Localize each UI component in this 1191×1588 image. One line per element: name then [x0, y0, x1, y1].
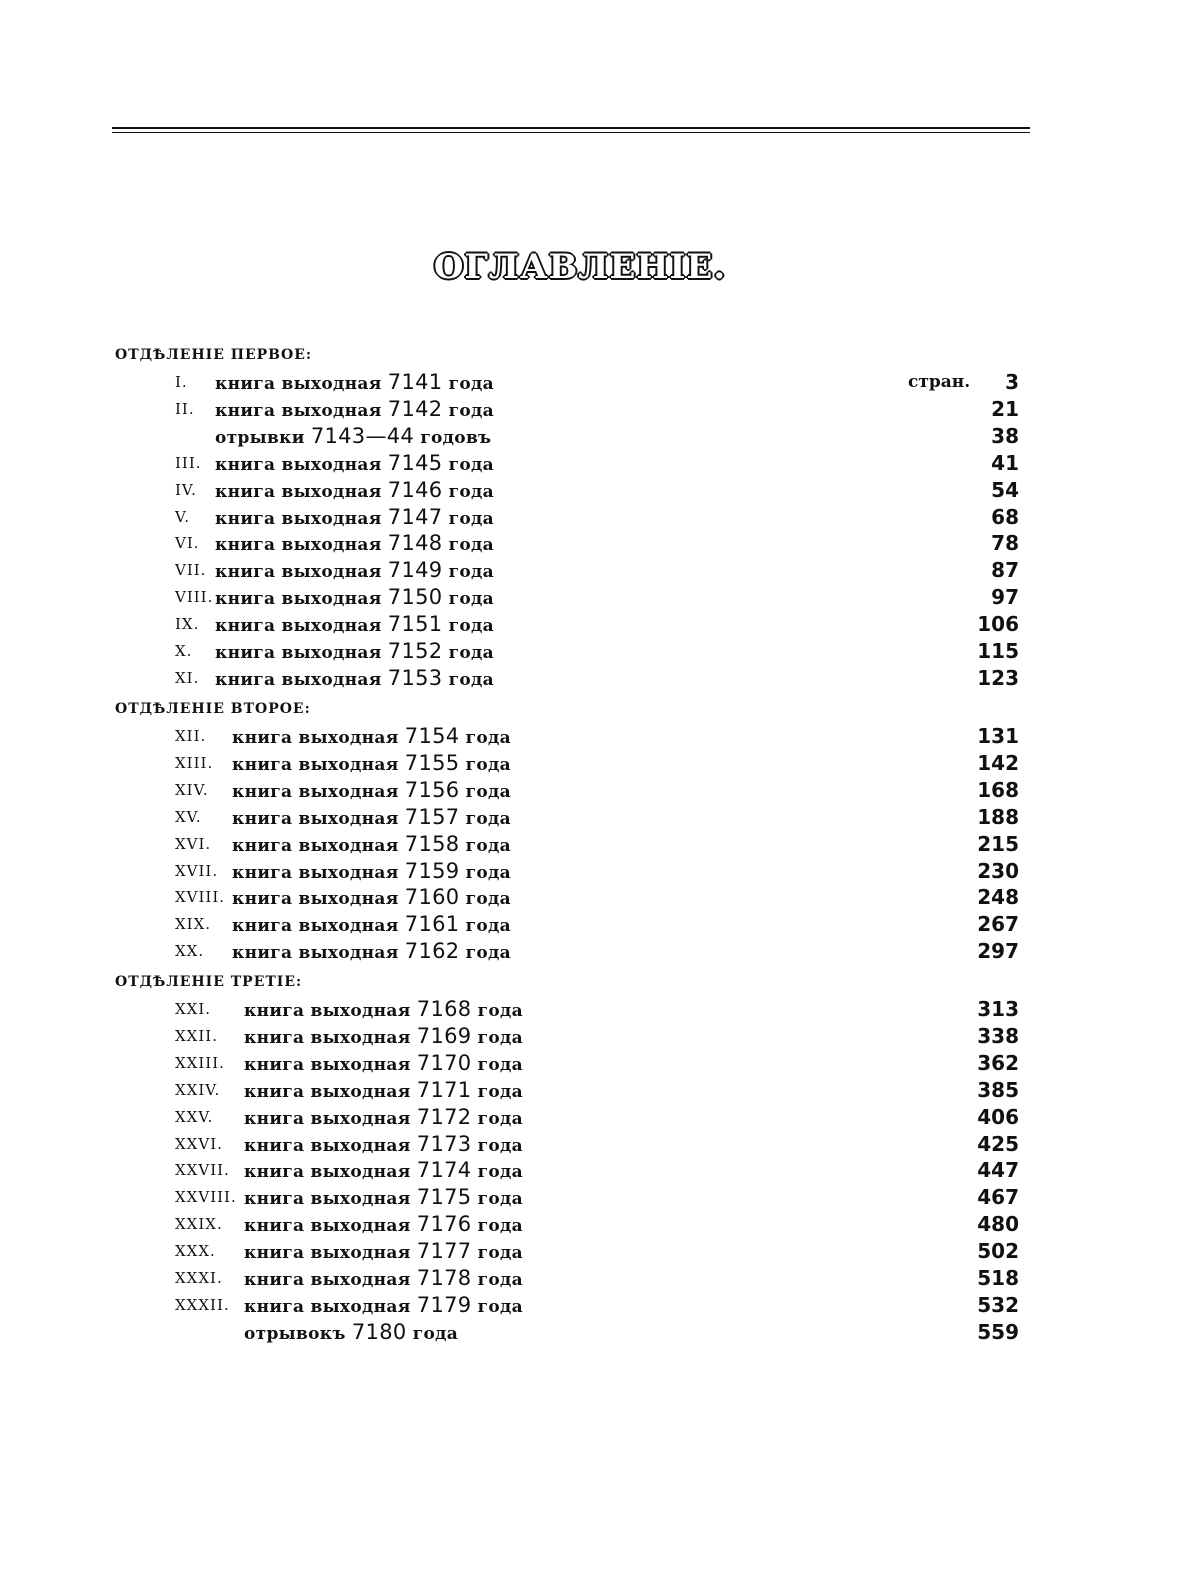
toc-entry[interactable]: [0, 530, 1191, 556]
entry-year: 7173: [416, 1131, 472, 1156]
entry-number: XII.: [175, 727, 207, 745]
toc-entry[interactable]: [0, 1184, 1191, 1210]
entry-suffix: года: [465, 835, 511, 856]
entry-year: 7161: [404, 912, 460, 937]
entry-year: 7179: [416, 1292, 472, 1317]
entry-text: книга выходная: [215, 481, 382, 502]
entry-page-number: 115: [977, 639, 1019, 663]
toc-entry[interactable]: [0, 584, 1191, 610]
entry-text: книга выходная: [215, 508, 382, 529]
page-column-label: стран.: [908, 372, 971, 392]
entry-year: 7180: [351, 1319, 407, 1344]
entry-number: XXIII.: [175, 1053, 225, 1072]
entry-text: книга выходная: [244, 1108, 411, 1129]
entry-suffix: года: [477, 1054, 523, 1075]
entry-year: 7175: [416, 1185, 472, 1210]
entry-title: [232, 938, 511, 966]
entry-page-number: 54: [991, 477, 1019, 502]
entry-page-number: 532: [977, 1292, 1019, 1317]
entry-page-number: 87: [991, 558, 1019, 583]
entry-number: XXXI.: [175, 1269, 223, 1287]
entry-page-number: 467: [977, 1185, 1019, 1210]
entry-title: [215, 396, 494, 424]
entry-suffix: года: [477, 1135, 523, 1156]
entry-number: XXIX.: [175, 1215, 223, 1234]
entry-text: книга выходная: [244, 1135, 411, 1156]
entry-page-number: 502: [977, 1239, 1019, 1264]
entry-suffix: года: [465, 808, 511, 829]
entry-number: XXVII.: [175, 1161, 230, 1180]
entry-title: [232, 858, 511, 886]
entry-number: XV.: [175, 807, 202, 826]
entry-text: книга выходная: [232, 889, 399, 910]
entry-suffix: года: [448, 374, 494, 394]
entry-page-number: 425: [977, 1131, 1019, 1156]
entry-number: XIII.: [175, 753, 214, 772]
entry-page-number: 168: [977, 777, 1019, 802]
entry-text: книга выходная: [232, 808, 399, 829]
entry-text: книга выходная: [244, 1081, 411, 1102]
toc-entry[interactable]: [0, 369, 1191, 395]
entry-page-number: 78: [991, 531, 1019, 556]
entry-year: 7141: [387, 370, 443, 394]
toc-entry[interactable]: [0, 557, 1191, 583]
entry-suffix: года: [477, 1243, 523, 1264]
entry-page-number: 123: [977, 665, 1019, 690]
toc-entry[interactable]: [0, 1131, 1191, 1157]
entry-number: XVI.: [175, 834, 212, 853]
entry-number: XI.: [175, 668, 200, 687]
entry-suffix: года: [465, 889, 511, 910]
entry-number: XXIV.: [175, 1080, 221, 1099]
entry-page-number: 385: [977, 1077, 1019, 1102]
entry-number: VI.: [175, 534, 200, 553]
entry-year: 7172: [416, 1104, 472, 1129]
entry-suffix: года: [448, 400, 494, 421]
entry-text: книга выходная: [215, 374, 382, 394]
toc-entry[interactable]: [0, 1157, 1191, 1183]
entry-year: 7178: [416, 1266, 472, 1290]
entry-text: книга выходная: [215, 616, 382, 637]
entry-suffix: года: [448, 643, 494, 663]
entry-suffix: года: [465, 754, 511, 775]
entry-suffix: года: [477, 1296, 523, 1317]
toc-entry[interactable]: [0, 911, 1191, 937]
entry-text: книга выходная: [244, 1054, 411, 1075]
entry-text: книга выходная: [232, 728, 399, 748]
entry-year: 7147: [387, 504, 443, 529]
entry-title: [244, 1265, 523, 1293]
entry-year: 7151: [387, 612, 443, 637]
entry-text: книга выходная: [215, 669, 382, 690]
entry-page-number: 21: [991, 396, 1019, 421]
entry-year: 7169: [416, 1023, 472, 1048]
entry-year: 7158: [404, 831, 460, 856]
entry-page-number: 518: [977, 1266, 1019, 1290]
page-title: ОГЛАВЛЕНІЕ.: [433, 247, 727, 287]
entry-title: [215, 611, 494, 639]
toc-entry[interactable]: [0, 1319, 1191, 1345]
entry-number: IX.: [175, 615, 200, 634]
entry-suffix: года: [448, 562, 494, 583]
entry-year: 7162: [404, 939, 460, 964]
section-heading: ОТДѢЛЕНІЕ ПЕРВОЕ:: [115, 347, 313, 363]
entry-suffix: года: [448, 669, 494, 690]
entry-text: книга выходная: [244, 1243, 411, 1264]
entry-number: XX.: [175, 942, 205, 961]
entry-page-number: 41: [991, 450, 1019, 475]
entry-year: 7145: [387, 450, 443, 475]
entry-number: XIV.: [175, 780, 209, 799]
entry-title: [215, 638, 494, 666]
entry-text: книга выходная: [232, 862, 399, 883]
toc-entry[interactable]: [0, 938, 1191, 964]
entry-page-number: 248: [977, 885, 1019, 910]
entry-number: X.: [175, 642, 193, 660]
entry-title: [215, 665, 494, 693]
entry-number: VIII.: [175, 588, 214, 607]
entry-title: [244, 996, 523, 1024]
entry-title: [232, 723, 511, 751]
entry-suffix: года: [477, 1270, 523, 1290]
entry-text: книга выходная: [244, 1216, 411, 1237]
entry-page-number: 406: [977, 1104, 1019, 1129]
entry-number: XXVI.: [175, 1134, 223, 1153]
toc-entry[interactable]: [0, 831, 1191, 857]
entry-year: 7160: [404, 885, 460, 910]
entry-number: XXII.: [175, 1026, 218, 1045]
entry-suffix: года: [448, 535, 494, 556]
toc-entry[interactable]: [0, 1292, 1191, 1318]
entry-title: [215, 423, 491, 451]
toc-entry[interactable]: [0, 611, 1191, 637]
section-heading: ОТДѢЛЕНІЕ ТРЕТІЕ:: [115, 974, 303, 990]
entry-suffix: года: [448, 508, 494, 529]
entry-number: IV.: [175, 480, 197, 499]
entry-number: VII.: [175, 561, 207, 580]
entry-suffix: года: [465, 862, 511, 883]
entry-title: [215, 584, 494, 612]
entry-text: книга выходная: [244, 1001, 411, 1021]
entry-year: 7146: [387, 477, 443, 502]
toc-entry[interactable]: [0, 1238, 1191, 1264]
entry-page-number: 230: [977, 858, 1019, 883]
entry-page-number: 362: [977, 1050, 1019, 1075]
entry-suffix: года: [465, 781, 511, 802]
entry-suffix: года: [448, 616, 494, 637]
entry-suffix: года: [477, 1108, 523, 1129]
entry-suffix: года: [477, 1162, 523, 1183]
toc-entry[interactable]: [0, 477, 1191, 503]
toc-entry[interactable]: [0, 396, 1191, 422]
toc-entry[interactable]: [0, 804, 1191, 830]
entry-suffix: годовъ: [420, 427, 492, 448]
entry-number: XXXII.: [175, 1295, 230, 1314]
entry-title: [232, 777, 511, 805]
entry-text: книга выходная: [244, 1296, 411, 1317]
entry-suffix: года: [465, 728, 511, 748]
entry-text: книга выходная: [215, 535, 382, 556]
entry-title: [232, 750, 511, 778]
toc-entry[interactable]: [0, 1023, 1191, 1049]
entry-year: 7154: [404, 724, 460, 748]
entry-number: III.: [175, 453, 202, 472]
toc-entry[interactable]: [0, 750, 1191, 776]
entry-number: XXI.: [175, 1000, 212, 1018]
toc-entry[interactable]: [0, 450, 1191, 476]
entry-text: книга выходная: [232, 754, 399, 775]
toc-entry[interactable]: [0, 884, 1191, 910]
entry-page-number: 131: [977, 724, 1019, 748]
toc-entry[interactable]: [0, 1050, 1191, 1076]
entry-page-number: 3: [1005, 370, 1019, 394]
entry-year: 7153: [387, 665, 443, 690]
entry-year: 7177: [416, 1239, 472, 1264]
entry-text: книга выходная: [232, 943, 399, 964]
entry-suffix: года: [465, 943, 511, 964]
entry-text: книга выходная: [232, 835, 399, 856]
entry-title: [215, 504, 494, 532]
entry-year: 7148: [387, 531, 443, 556]
entry-page-number: 106: [977, 612, 1019, 637]
entry-title: [244, 1292, 523, 1320]
entry-title: [215, 369, 494, 397]
entry-title: [215, 477, 494, 505]
entry-number: I.: [175, 373, 188, 391]
entry-page-number: 97: [991, 585, 1019, 610]
entry-title: [244, 1238, 523, 1266]
entry-suffix: года: [477, 1001, 523, 1021]
entry-year: 7157: [404, 804, 460, 829]
entry-page-number: 142: [977, 750, 1019, 775]
entry-title: [244, 1184, 523, 1212]
entry-title: [244, 1131, 523, 1159]
entry-text: книга выходная: [232, 916, 399, 937]
entry-text: книга выходная: [215, 454, 382, 475]
entry-text: книга выходная: [215, 400, 382, 421]
entry-page-number: 297: [977, 939, 1019, 964]
entry-title: [215, 530, 494, 558]
entry-text: книга выходная: [232, 781, 399, 802]
entry-year: 7168: [416, 997, 472, 1021]
entry-suffix: года: [477, 1189, 523, 1210]
entry-title: [215, 450, 494, 478]
toc-entry[interactable]: [0, 1211, 1191, 1237]
entry-page-number: 447: [977, 1158, 1019, 1183]
entry-number: XVII.: [175, 861, 219, 880]
entry-title: [232, 911, 511, 939]
toc-entry[interactable]: [0, 1104, 1191, 1130]
entry-title: [244, 1023, 523, 1051]
entry-year: 7155: [404, 750, 460, 775]
entry-page-number: 313: [977, 997, 1019, 1021]
entry-year: 7142: [387, 396, 443, 421]
toc-entry[interactable]: [0, 638, 1191, 664]
entry-number: XXX.: [175, 1242, 216, 1261]
toc-entry[interactable]: [0, 723, 1191, 749]
entry-suffix: года: [448, 481, 494, 502]
entry-page-number: 68: [991, 504, 1019, 529]
toc-entry[interactable]: [0, 858, 1191, 884]
entry-title: [232, 884, 511, 912]
entry-year: 7170: [416, 1050, 472, 1075]
entry-text: отрывки: [215, 427, 305, 448]
entry-suffix: года: [477, 1216, 523, 1237]
entry-page-number: 267: [977, 912, 1019, 937]
entry-number: V.: [175, 507, 190, 526]
toc-entry[interactable]: [0, 996, 1191, 1022]
toc-entry[interactable]: [0, 423, 1191, 449]
entry-suffix: года: [477, 1027, 523, 1048]
entry-number: II.: [175, 399, 195, 418]
entry-title: [232, 804, 511, 832]
toc-entry[interactable]: [0, 665, 1191, 691]
entry-title: [244, 1104, 523, 1132]
entry-text: отрывокъ: [244, 1323, 346, 1344]
entry-title: [232, 831, 511, 859]
toc-entry[interactable]: [0, 504, 1191, 530]
entry-title: [244, 1077, 523, 1105]
entry-year: 7176: [416, 1212, 472, 1237]
section-heading: ОТДѢЛЕНІЕ ВТОРОЕ:: [115, 701, 311, 717]
entry-page-number: 188: [977, 804, 1019, 829]
entry-number: XXV.: [175, 1107, 214, 1126]
entry-number: XXVIII.: [175, 1188, 237, 1207]
entry-title: [244, 1050, 523, 1078]
entry-text: книга выходная: [215, 643, 382, 663]
entry-suffix: года: [448, 589, 494, 610]
entry-suffix: года: [448, 454, 494, 475]
entry-text: книга выходная: [215, 589, 382, 610]
entry-title: [215, 557, 494, 585]
entry-page-number: 338: [977, 1023, 1019, 1048]
entry-text: книга выходная: [244, 1270, 411, 1290]
entry-number: XIX.: [175, 915, 212, 934]
entry-title: [244, 1319, 458, 1347]
toc-entry[interactable]: [0, 1265, 1191, 1291]
entry-year: 7171: [416, 1077, 472, 1102]
entry-suffix: года: [412, 1323, 459, 1344]
entry-title: [244, 1211, 523, 1239]
entry-year: 7156: [404, 777, 460, 802]
toc-entry[interactable]: [0, 777, 1191, 803]
entry-year: 7143—44: [310, 423, 415, 448]
entry-page-number: 215: [977, 831, 1019, 856]
entry-page-number: 480: [977, 1212, 1019, 1237]
entry-page-number: 559: [977, 1319, 1019, 1344]
entry-text: книга выходная: [244, 1027, 411, 1048]
entry-year: 7159: [404, 858, 460, 883]
entry-title: [244, 1157, 523, 1185]
entry-year: 7174: [416, 1158, 472, 1183]
entry-number: XVIII.: [175, 888, 226, 907]
entry-text: книга выходная: [244, 1189, 411, 1210]
entry-year: 7149: [387, 558, 443, 583]
entry-text: книга выходная: [244, 1162, 411, 1183]
entry-year: 7150: [387, 585, 443, 610]
entry-page-number: 38: [991, 423, 1019, 448]
entry-suffix: года: [477, 1081, 523, 1102]
entry-year: 7152: [387, 639, 443, 663]
entry-text: книга выходная: [215, 562, 382, 583]
entry-suffix: года: [465, 916, 511, 937]
toc-entry[interactable]: [0, 1077, 1191, 1103]
